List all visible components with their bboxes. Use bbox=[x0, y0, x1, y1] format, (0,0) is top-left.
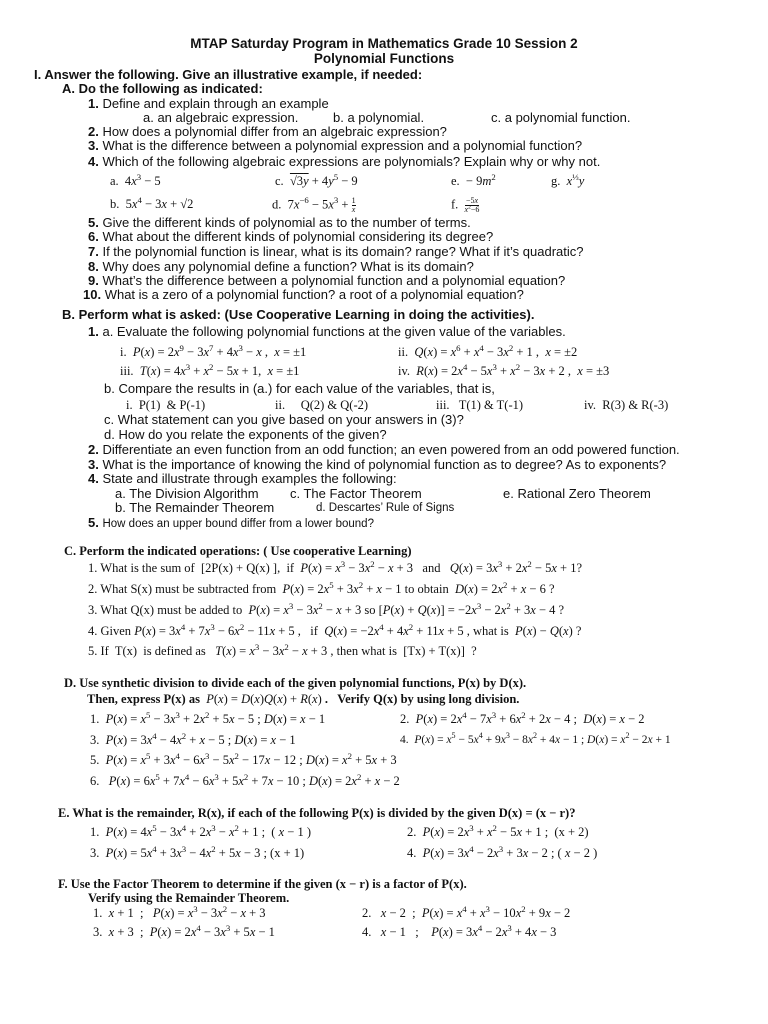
d-q2: 2. $P(x) = 2x^4 - 7x^3 + 6x^2 + 2x - 4$ ; D(x) = x − 2 bbox=[400, 709, 645, 726]
b-func-ii: ii. $Q(x) = x^6 + x^4 - 3x^2 + 1$ , x = ±2 bbox=[398, 342, 578, 359]
b-q1a: 1. a. Evaluate the following polynomial functions at the given value of the variables. bbox=[88, 324, 566, 339]
expr-a: a. $4x^3 - 5$ bbox=[110, 171, 161, 188]
f-q2: 2. x − 2 ; $P(x) = x^4 + x^3 - 10x^2 + 9x - 2$ bbox=[362, 903, 571, 920]
b-compare-iv: iv. R(3) & R(-3) bbox=[584, 398, 669, 412]
b-compare-iii: iii. T(1) & T(-1) bbox=[436, 398, 524, 412]
a-q5: 5. Give the different kinds of polynomial as to the number of terms. bbox=[88, 215, 471, 230]
f-q1: 1. x + 1 ; $P(x) = x^3 - 3x^2 - x + 3$ bbox=[93, 903, 266, 920]
a-q7: 7. If the polynomial function is linear, what is its domain? range? What if it’s quadratic? bbox=[88, 244, 584, 259]
page-subtitle: Polynomial Functions bbox=[313, 51, 455, 66]
expr-e: e. − $9m^2$ bbox=[451, 171, 496, 188]
e-q1: 1. $P(x) = 4x^5 - 3x^4 + 2x^3 - x^2 + 1$ ; ( x − 1 ) bbox=[90, 822, 311, 839]
section-d-line2: Then, express P(x) as P(x) = D(x)Q(x) + R(x) . Verify Q(x) by using long division. bbox=[87, 692, 520, 706]
b-q5: 5. How does an upper bound differ from a lower bound? bbox=[88, 515, 374, 530]
d-q1: 1. $P(x) = x^5 - 3x^3 + 2x^2 + 5x - 5$ ; D(x) = x − 1 bbox=[90, 709, 326, 726]
b-q4d: d. Descartes’ Rule of Signs bbox=[316, 502, 455, 514]
d-q5: 5. $P(x) = x^5 + 3x^4 - 6x^3 - 5x^2 - 17x - 12$ ; $D(x) = x^2 + 5x + 3$ bbox=[90, 750, 397, 767]
d-q3: 3. $P(x) = 3x^4 - 4x^2 + x - 5$ ; D(x) = x − 1 bbox=[90, 730, 296, 747]
b-compare-ii: ii. Q(2) & Q(-2) bbox=[275, 398, 369, 412]
section-a-heading: A. Do the following as indicated: bbox=[62, 81, 263, 96]
c-q3: 3. What Q(x) must be added to $P(x) = x^3 - 3x^2 - x + 3$ so $[P(x) + Q(x)] = -2x^3 - 2x^2 + 3x - 4$ ? bbox=[88, 600, 565, 617]
a-q1c: c. a polynomial function. bbox=[491, 110, 631, 125]
b-q4a: a. The Division Algorithm bbox=[115, 486, 259, 501]
expr-d: d. $7x^{-6} - 5x^3$ + $\frac{1}{x}$ bbox=[272, 195, 356, 214]
part1-heading: I. Answer the following. Give an illustrative example, if needed: bbox=[34, 67, 423, 82]
b-q2: 2. Differentiate an even function from an odd function; an even powered from an odd powered function. bbox=[88, 442, 680, 457]
a-q1: 1. Define and explain through an example bbox=[88, 96, 329, 111]
b-func-iii: iii. $T(x) = 4x^3 + x^2 - 5x + 1$, x = ±1 bbox=[120, 361, 300, 378]
b-q4b: b. The Remainder Theorem bbox=[115, 500, 275, 515]
a-q3: 3. What is the difference between a polynomial expression and a polynomial function? bbox=[88, 138, 583, 153]
b-q4: 4. State and illustrate through examples the following: bbox=[88, 471, 397, 486]
section-b-heading: B. Perform what is asked: (Use Cooperative Learning in doing the activities). bbox=[62, 307, 535, 322]
b-q1c: c. What statement can you give based on your answers in (3)? bbox=[104, 412, 464, 427]
c-q1: 1. What is the sum of [2P(x) + Q(x) ], if $P(x) = x^3 - 3x^2 - x + 3$ and $Q(x) = 3x^3 + 2x^2 - 5x + 1$? bbox=[88, 558, 583, 575]
c-q2: 2. What S(x) must be subtracted from $P(x) = 2x^5 + 3x^2 + x - 1$ to obtain $D(x) = 2x^2 + x - 6$ ? bbox=[88, 579, 555, 596]
section-f-line2: Verify using the Remainder Theorem. bbox=[88, 891, 290, 905]
d-q6: 6. $P(x) = 6x^5 + 7x^4 - 6x^3 + 5x^2 + 7x - 10$ ; $D(x) = 2x^2 + x - 2$ bbox=[90, 771, 400, 788]
a-q10: 10. What is a zero of a polynomial function? a root of a polynomial equation? bbox=[83, 287, 524, 302]
e-q3: 3. $P(x) = 5x^4 + 3x^3 - 4x^2 + 5x - 3$ ; (x + 1) bbox=[90, 843, 305, 860]
b-q4c: c. The Factor Theorem bbox=[290, 486, 422, 501]
a-q9: 9. What’s the difference between a polynomial function and a polynomial equation? bbox=[88, 273, 566, 288]
expr-b: b. $5x^4 - 3x + √2$ bbox=[110, 194, 194, 211]
c-q4: 4. Given $P(x) = 3x^4 + 7x^3 - 6x^2 - 11x + 5$ , if $Q(x) = -2x^4 + 4x^2 + 11x + 5$ , what is P(x) − Q(x) ? bbox=[88, 621, 582, 638]
section-e-heading: E. What is the remainder, R(x), if each of the following P(x) is divided by the given D(x) = (x − r)? bbox=[58, 806, 576, 820]
f-q3: 3. x + 3 ; $P(x) = 2x^4 - 3x^3 + 5x - 1$ bbox=[93, 922, 275, 939]
b-func-iv: iv. $R(x) = 2x^4 - 5x^3 + x^2 - 3x + 2$ , x = ±3 bbox=[398, 361, 610, 378]
section-d-heading: D. Use synthetic division to divide each of the given polynomial functions, P(x) by D(x). bbox=[64, 676, 527, 690]
a-q4: 4. Which of the following algebraic expressions are polynomials? Explain why or why not. bbox=[88, 154, 601, 169]
expr-f: f. $\frac{-5x}{x^2-6}$ bbox=[451, 196, 480, 214]
f-q4: 4. x − 1 ; $P(x) = 3x^4 - 2x^3 + 4x - 3$ bbox=[362, 922, 557, 939]
page-title: MTAP Saturday Program in Mathematics Grade 10 Session 2 bbox=[190, 36, 578, 51]
b-q3: 3. What is the importance of knowing the kind of polynomial function as to degree? As to exponents? bbox=[88, 457, 667, 472]
b-q1b: b. Compare the results in (a.) for each value of the variables, that is, bbox=[104, 381, 495, 396]
expr-c: c. $√3y + 4y^5 - 9$ bbox=[275, 171, 358, 188]
expr-g: g. $x^{\frac{1}{3}}y$ bbox=[551, 171, 585, 188]
b-compare-i: i. P(1) & P(-1) bbox=[126, 398, 206, 412]
section-c-heading: C. Perform the indicated operations: ( Use cooperative Learning) bbox=[64, 544, 412, 558]
e-q4: 4. $P(x) = 3x^4 - 2x^3 + 3x - 2$ ; ( x − 2 ) bbox=[407, 843, 598, 860]
b-q1d: d. How do you relate the exponents of the given? bbox=[104, 427, 387, 442]
a-q1b: b. a polynomial. bbox=[333, 110, 425, 125]
a-q6: 6. What about the different kinds of polynomial considering its degree? bbox=[88, 229, 494, 244]
a-q1a: a. an algebraic expression. bbox=[143, 110, 299, 125]
a-q8: 8. Why does any polynomial define a function? What is its domain? bbox=[88, 259, 474, 274]
b-q4e: e. Rational Zero Theorem bbox=[503, 486, 651, 501]
a-q2: 2. How does a polynomial differ from an algebraic expression? bbox=[88, 124, 447, 139]
e-q2: 2. $P(x) = 2x^3 + x^2 - 5x + 1$ ; (x + 2) bbox=[407, 822, 589, 839]
d-q4: 4. $P(x) = x^5 - 5x^4 + 9x^3 - 8x^2 + 4x - 1$ ; $D(x) = x^2 - 2x + 1$ bbox=[400, 731, 671, 746]
c-q5: 5. If T(x) is defined as $T(x) = x^3 - 3x^2 - x + 3$ , then what is [Tx) + T(x)] ? bbox=[88, 641, 477, 658]
b-func-i: i. $P(x) = 2x^9 - 3x^7 + 4x^3 - x$ , x = ±1 bbox=[120, 342, 307, 359]
section-f-heading: F. Use the Factor Theorem to determine if the given (x − r) is a factor of P(x). bbox=[58, 877, 467, 891]
